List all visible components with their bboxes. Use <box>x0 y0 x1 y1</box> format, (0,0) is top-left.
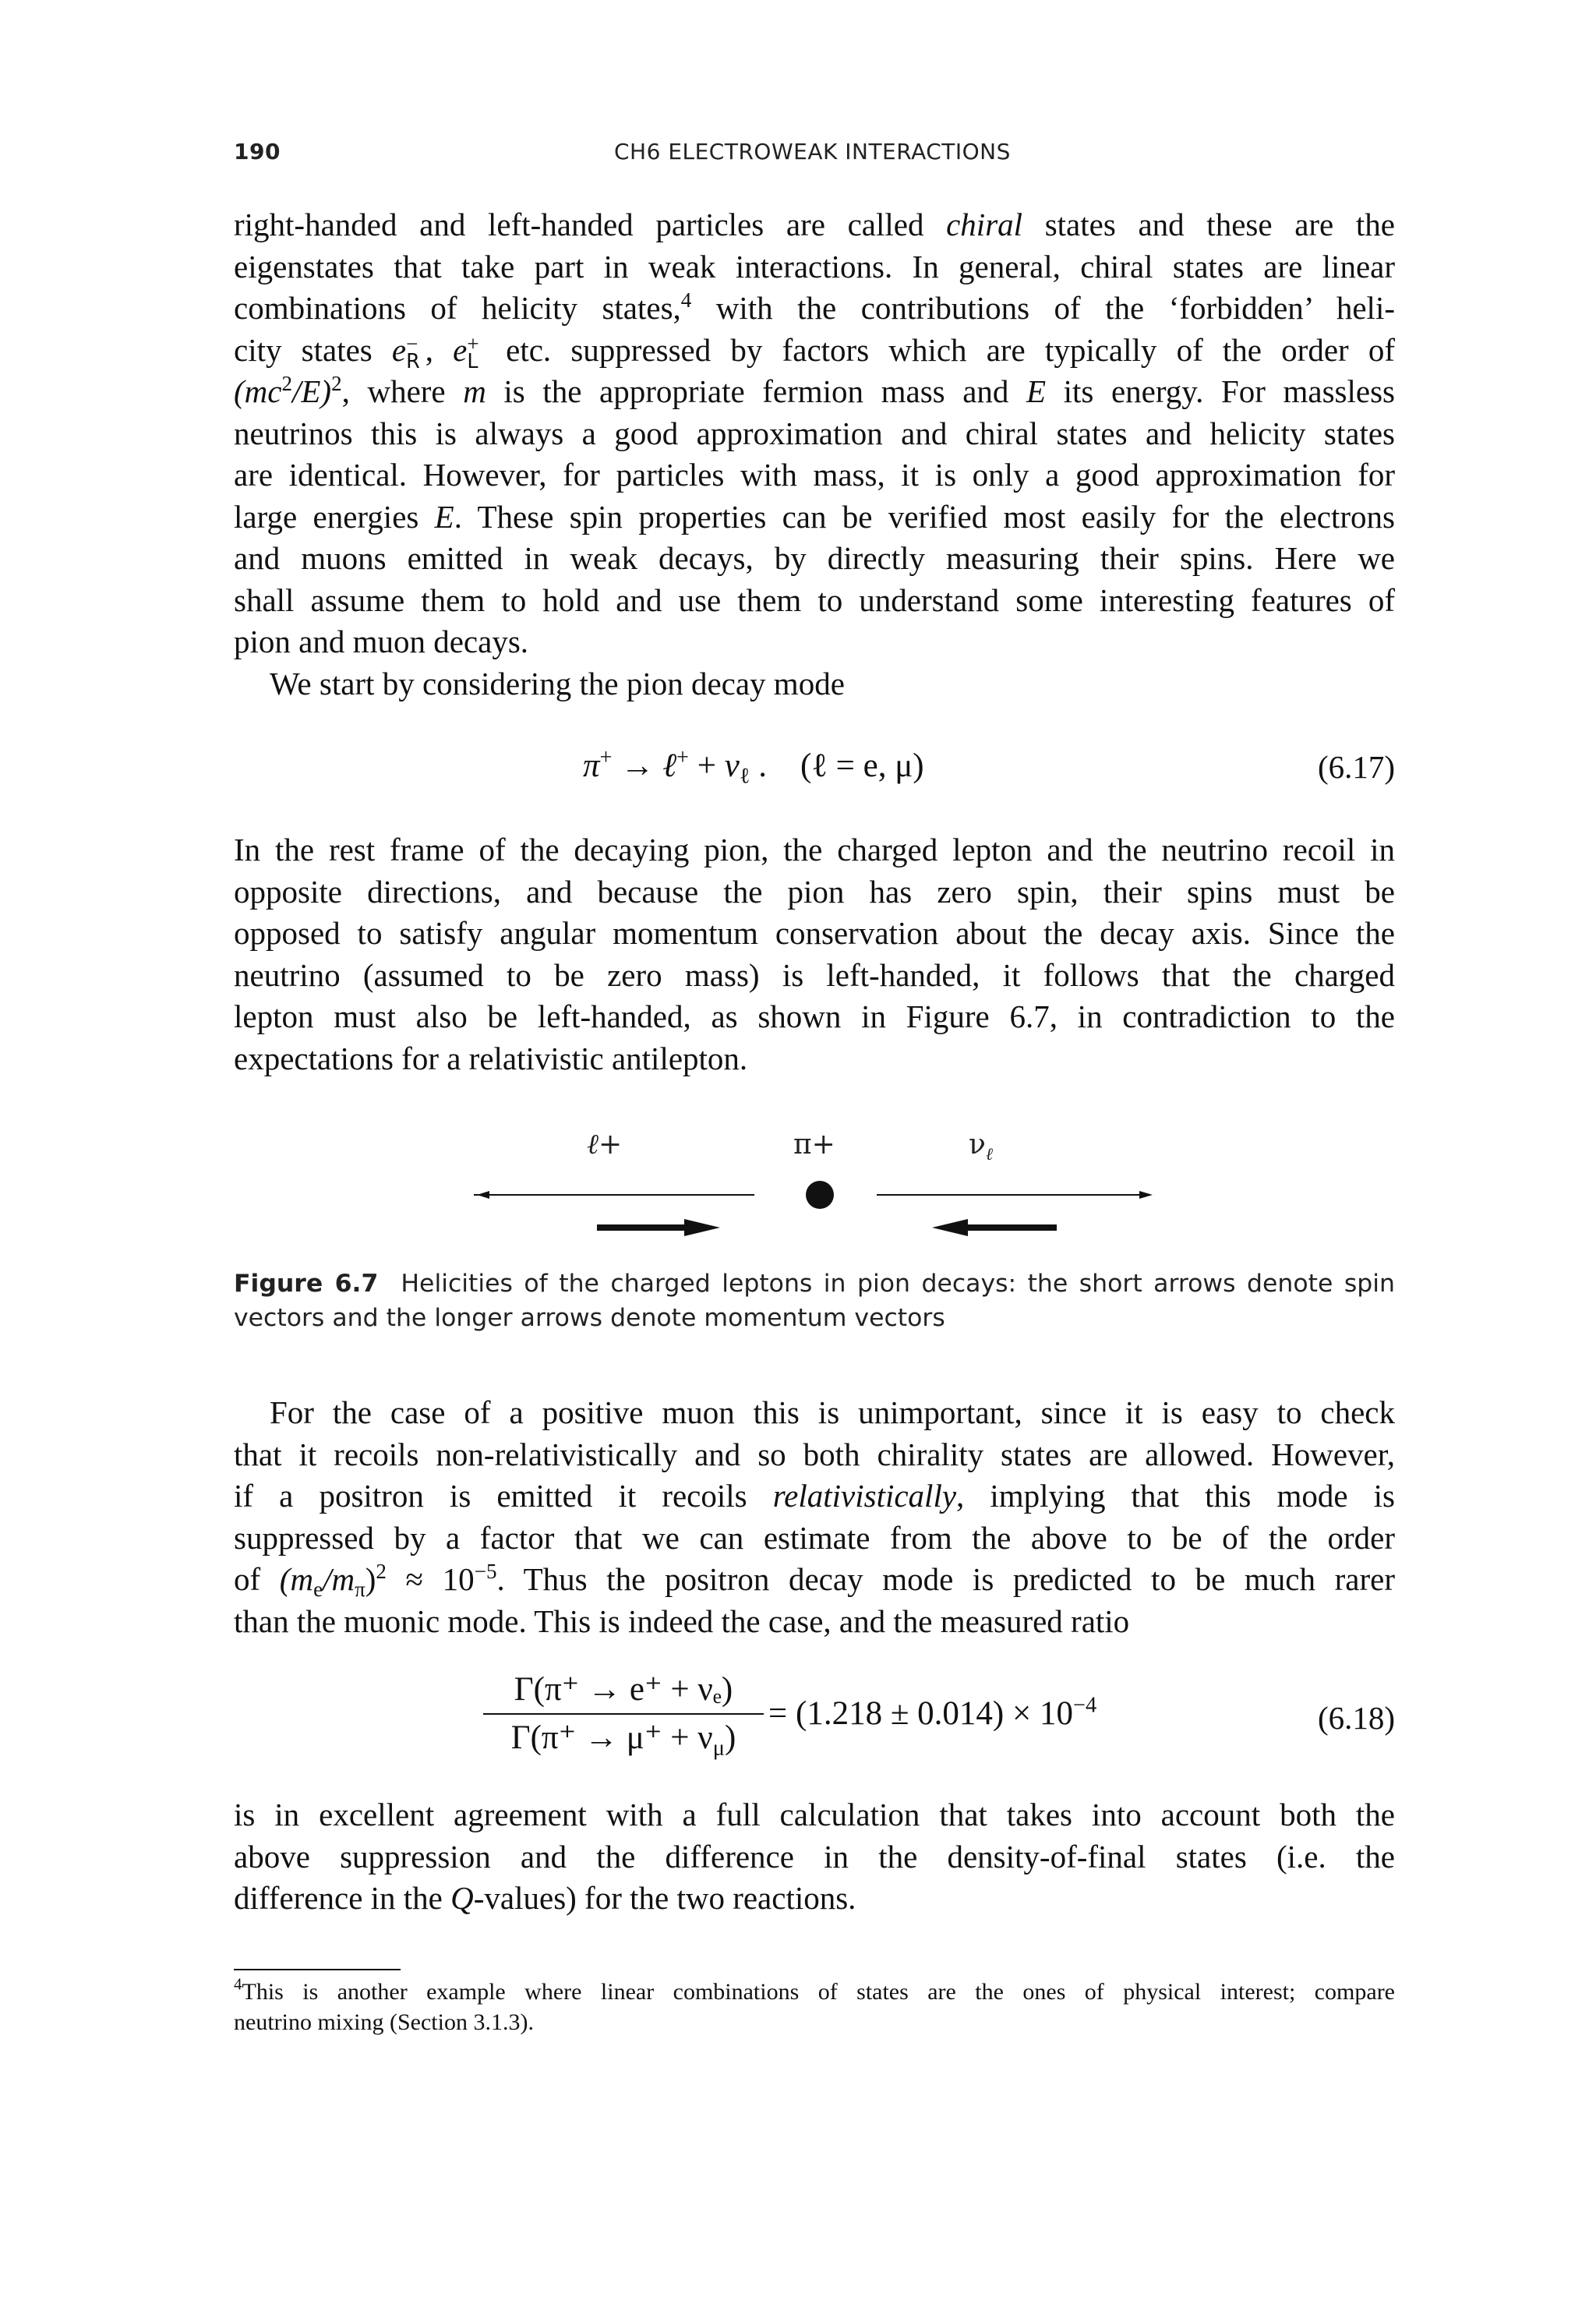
equation-6-18-fraction <box>483 1670 764 1761</box>
text-line: above suppression and the difference in the density-of-final states (i.e. the <box>234 1838 1395 1875</box>
figure-label: Figure 6.7 <box>234 1270 379 1298</box>
running-head: CH6 ELECTROWEAK INTERACTIONS <box>614 139 1011 164</box>
text-line: neutrinos this is always a good approximation and chiral states and helicity states <box>234 415 1395 451</box>
footnote-mark: 4 <box>234 1974 242 1994</box>
text-line: large energies E. These spin properties can be verified most easily for the electrons <box>234 498 1395 535</box>
lepton-spin-arrow <box>597 1219 720 1236</box>
equation-6-18-rhs: = $(1.218 \pm 0.014) \times 10^{-4}$ <box>768 1693 1097 1732</box>
text-line: opposite directions, and because the pion has zero spin, their spins must be <box>234 873 1395 910</box>
footnote-line: neutrino mixing (Section 3.1.3). <box>234 2009 534 2035</box>
paragraph-rest-frame <box>234 829 1395 1079</box>
text-line: In the rest frame of the decaying pion, the charged lepton and the neutrino recoil in <box>234 832 1395 867</box>
text-line: of $(m_e/m_\pi)^2 \approx 10^{-5}$. Thus the positron decay mode is predicted to be much rarer <box>234 1560 1395 1602</box>
equation-number-6-17: (6.17) <box>1317 749 1395 785</box>
footnote-rule <box>234 1969 401 1970</box>
caption-line: vectors and the longer arrows denote momentum vectors <box>234 1304 945 1332</box>
footnote-line: $^4$This is another example where linear combinations of states are the ones of physical interest; compare <box>234 1974 1395 2005</box>
page-number: 190 <box>234 139 281 164</box>
text-line: suppressed by a factor that we can estimate from the above to be of the order <box>234 1519 1395 1556</box>
fraction-numerator: Γ(π⁺ → e⁺ + νₑ) <box>483 1670 764 1715</box>
label-neutrino: $\nu_\ell$ <box>969 1129 994 1164</box>
text-line: city states e − R , e + L etc. suppressed by factors which are typically of the order of <box>234 331 1396 373</box>
paragraph-agreement <box>234 1794 1395 1920</box>
text-line: We start by considering the pion decay mode <box>270 665 845 701</box>
text-line: combinations of helicity states,$^4$ with the contributions of the ‘forbidden’ heli- <box>234 288 1395 326</box>
text-line: neutrino (assumed to be zero mass) is left-handed, it follows that the charged <box>234 956 1395 993</box>
text-line: opposed to satisfy angular momentum conservation about the decay axis. Since the <box>234 915 1395 951</box>
paragraph-positive-muon <box>234 1392 1395 1642</box>
text-line: than the muonic mode. This is indeed the case, and the measured ratio <box>234 1602 1130 1639</box>
text-line: expectations for a relativistic antilepton. <box>234 1040 748 1076</box>
text-line: eigenstates that take part in weak interactions. In general, chiral states are linear <box>234 248 1395 284</box>
pion-dot <box>806 1181 834 1209</box>
text-line: lepton must also be left-handed, as shown in Figure 6.7, in contradiction to the <box>234 998 1395 1034</box>
text-line: if a positron is emitted it recoils relativistically, implying that this mode is <box>234 1478 1396 1514</box>
text-line: is in excellent agreement with a full calculation that takes into account both the <box>234 1797 1395 1832</box>
text-line: right-handed and left-handed particles are called chiral states and these are the <box>234 207 1395 242</box>
caption-line: Figure 6.7 Helicities of the charged leptons in pion decays: the short arrows denote spin <box>234 1270 1395 1298</box>
label-charged-lepton: ℓ+ <box>587 1129 623 1161</box>
text-line: For the case of a positive muon this is unimportant, since it is easy to check <box>270 1394 1395 1430</box>
paragraph-chiral-states <box>234 204 1395 705</box>
text-line: and muons emitted in weak decays, by directly measuring their spins. Here we <box>234 540 1395 576</box>
figure-caption <box>234 1267 1395 1335</box>
text-line: shall assume them to hold and use them to understand some interesting features of <box>234 581 1395 618</box>
fraction-denominator: $\Gamma(\pi^+ \to \mu^+ + \nu_\mu)$ <box>510 1719 736 1761</box>
lepton-momentum-arrow <box>474 1191 754 1199</box>
neutrino-spin-arrow <box>932 1219 1057 1236</box>
page-header <box>234 139 1395 178</box>
footnote-reference: 4 <box>680 288 692 313</box>
equation-6-17: π+ → ℓ+ + $\nu_\ell$ . (ℓ = e, μ) <box>583 745 924 789</box>
text-line: difference in the Q-values) for the two reactions. <box>234 1880 856 1916</box>
text-line: that it recoils non-relativistically and so both chirality states are allowed. However, <box>234 1436 1395 1472</box>
equation-condition: (ℓ = e, μ) <box>800 747 924 784</box>
label-pion: π+ <box>793 1129 835 1161</box>
neutrino-momentum-arrow <box>877 1191 1153 1199</box>
footnote <box>234 1974 1395 2037</box>
text-line: are identical. However, for particles with mass, it is only a good approximation for <box>234 457 1395 493</box>
text-line: pion and muon decays. <box>234 624 529 659</box>
equation-number-6-18: (6.18) <box>1317 1700 1395 1736</box>
text-line: $(mc^2/E)^2$, where m is the appropriate fermion mass and E its energy. For massless <box>234 372 1395 409</box>
figure-6-7-diagram <box>452 1122 1169 1255</box>
